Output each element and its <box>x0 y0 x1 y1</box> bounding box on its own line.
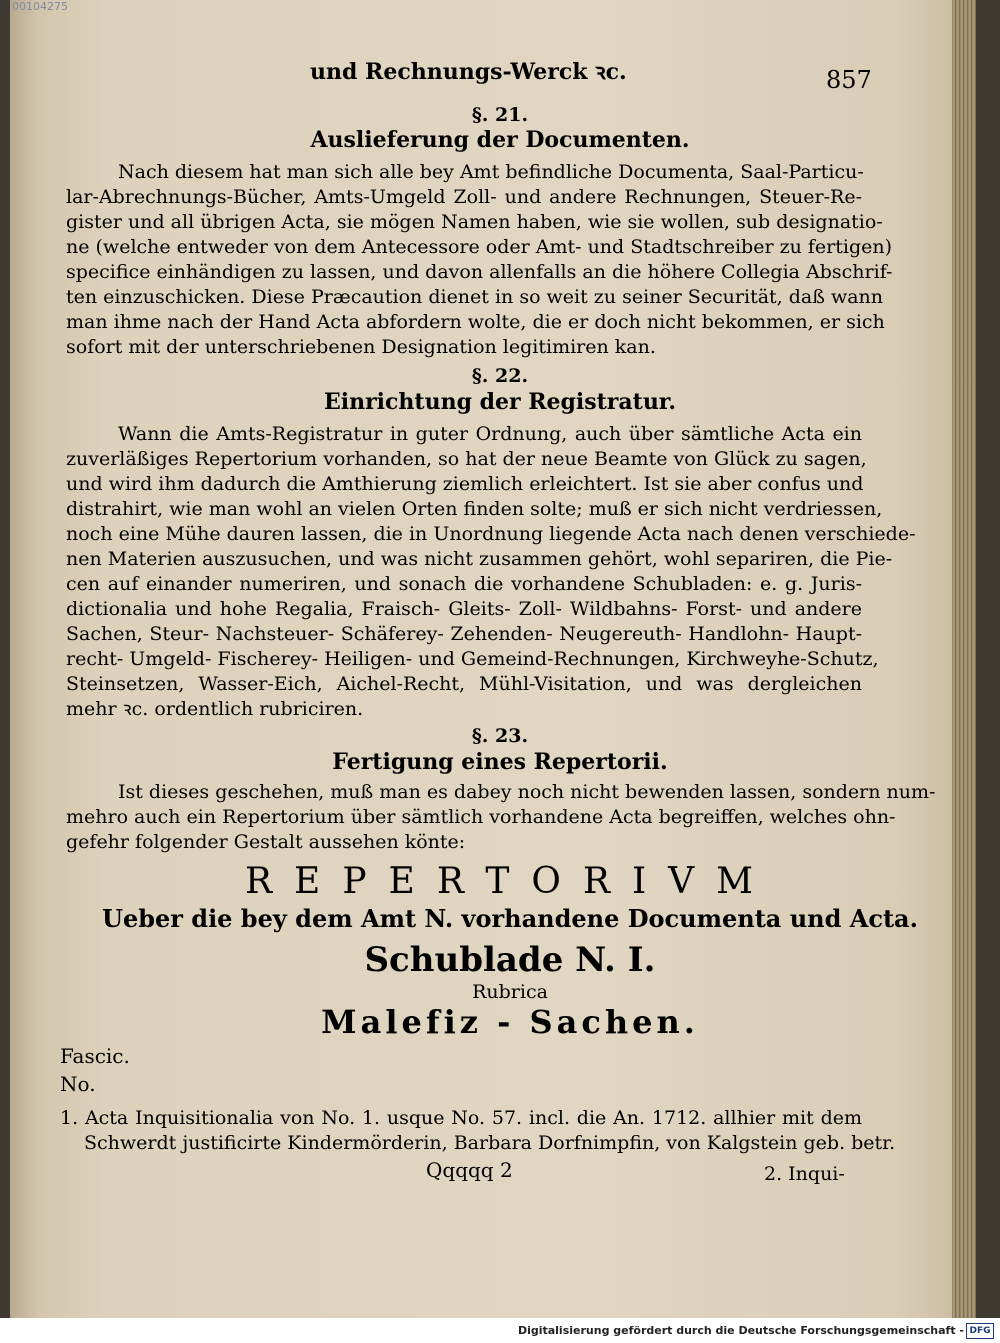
fascicle-label: Fascic. <box>60 1044 130 1068</box>
rubrica-label: Rubrica <box>472 981 548 1003</box>
schublade-heading: Schublade N. I. <box>364 940 656 980</box>
funding-credit: Digitalisierung gefördert durch die Deutsche Forschungsgemeinschaft - <box>517 1324 964 1337</box>
rubrica-category: Malefiz - Sachen. <box>321 1003 699 1041</box>
repertorium-subtitle: Ueber die bey dem Amt N. vorhandene Documenta und Acta. <box>102 904 918 933</box>
section-23-line: mehro auch ein Repertorium über sämtlich vorhandene Acta begreiffen, welches ohn- <box>66 806 896 828</box>
section-22-line: und wird ihm dadurch die Amthierung ziemlich erleichtert. Ist sie aber confus und <box>66 473 864 495</box>
section-21-line: specifice einhändigen zu lassen, und davon allenfalls an die höhere Collegia Abschrif- <box>66 261 893 283</box>
section-22-line: distrahirt, wie man wohl an vielen Orten finden solte; muß er sich nicht verdriessen, <box>66 498 883 520</box>
section-22-line: recht- Umgeld- Fischerey- Heiligen- und Gemeind-Rechnungen, Kirchweyhe-Schutz, <box>66 648 879 670</box>
section-22-number: §. 22. <box>471 365 529 387</box>
section-23-line: gefehr folgender Gestalt aussehen könte: <box>66 831 466 853</box>
section-21-line: sofort mit der unterschriebenen Designation legitimiren kan. <box>66 336 656 358</box>
section-23-line: Ist dieses geschehen, muß man es dabey noch nicht bewenden lassen, sondern num- <box>118 781 936 803</box>
entry-line: 1. Acta Inquisitionalia von No. 1. usque No. 57. incl. die An. 1712. allhier mit dem <box>60 1107 862 1129</box>
section-21-line: ten einzuschicken. Diese Præcaution dienet in so weit zu seiner Securität, daß wann <box>66 286 884 308</box>
section-22-line: Steinsetzen, Wasser-Eich, Aichel-Recht, Mühl-Visitation, und was dergleichen <box>66 673 862 695</box>
section-22-line: mehr ꝛc. ordentlich rubriciren. <box>66 698 364 720</box>
section-22-heading: Einrichtung der Registratur. <box>323 389 677 415</box>
section-22-line: noch eine Mühe dauren lassen, die in Unordnung liegende Acta nach denen verschiede- <box>66 523 916 545</box>
section-23-heading: Fertigung eines Repertorii. <box>332 749 668 775</box>
section-22-line: cen auf einander numeriren, und sonach die vorhandene Schubladen: e. g. Juris- <box>66 573 862 595</box>
section-21-number: §. 21. <box>471 104 529 126</box>
section-21-line: lar-Abrechnungs-Bücher, Amts-Umgeld Zoll- und andere Rechnungen, Steuer-Re- <box>66 186 862 208</box>
section-21-line: ne (welche entweder von dem Antecessore oder Amt- und Stadtschreiber zu fertigen) <box>66 236 892 258</box>
section-21-line: Nach diesem hat man sich alle bey Amt befindliche Documenta, Saal-Particu- <box>118 161 864 183</box>
section-22-line: zuverläßiges Repertorium vorhanden, so hat der neue Beamte von Glück zu sagen, <box>66 448 867 470</box>
dfg-logo-icon: DFG <box>966 1323 994 1339</box>
section-21-line: man ihme nach der Hand Acta abfordern wolte, die er doch nicht bekommen, er sich <box>66 311 885 333</box>
page-number: 857 <box>826 66 872 94</box>
section-22-line: dictionalia und hohe Regalia, Fraisch- Gleits- Zoll- Wildbahns- Forst- und andere <box>66 598 862 620</box>
section-22-line: Sachen, Steur- Nachsteuer- Schäferey- Zehenden- Neugereuth- Handlohn- Haupt- <box>66 623 862 645</box>
repertorium-title: REPERTORIVM <box>244 861 776 902</box>
digitization-footer <box>0 1318 1000 1343</box>
signature-mark: Qqqqq 2 <box>426 1158 513 1182</box>
section-21-heading: Auslieferung der Documenten. <box>310 127 690 153</box>
scan-id: 00104275 <box>12 0 68 13</box>
running-title: und Rechnungs-Werck ꝛc. <box>310 59 627 85</box>
section-22-line: Wann die Amts-Registratur in guter Ordnung, auch über sämtliche Acta ein <box>118 423 862 445</box>
number-label: No. <box>60 1072 96 1096</box>
entry-line: Schwerdt justificirte Kindermörderin, Barbara Dorfnimpfin, von Kalgstein geb. betr. <box>84 1132 896 1154</box>
section-23-number: §. 23. <box>471 725 529 747</box>
section-21-line: gister und all übrigen Acta, sie mögen Namen haben, wie sie wollen, sub designatio- <box>66 211 883 233</box>
page-edge <box>952 0 976 1318</box>
catchword: 2. Inqui- <box>764 1163 845 1185</box>
section-22-line: nen Materien auszusuchen, und was nicht zusammen gehört, wohl separiren, die Pie- <box>66 548 893 570</box>
